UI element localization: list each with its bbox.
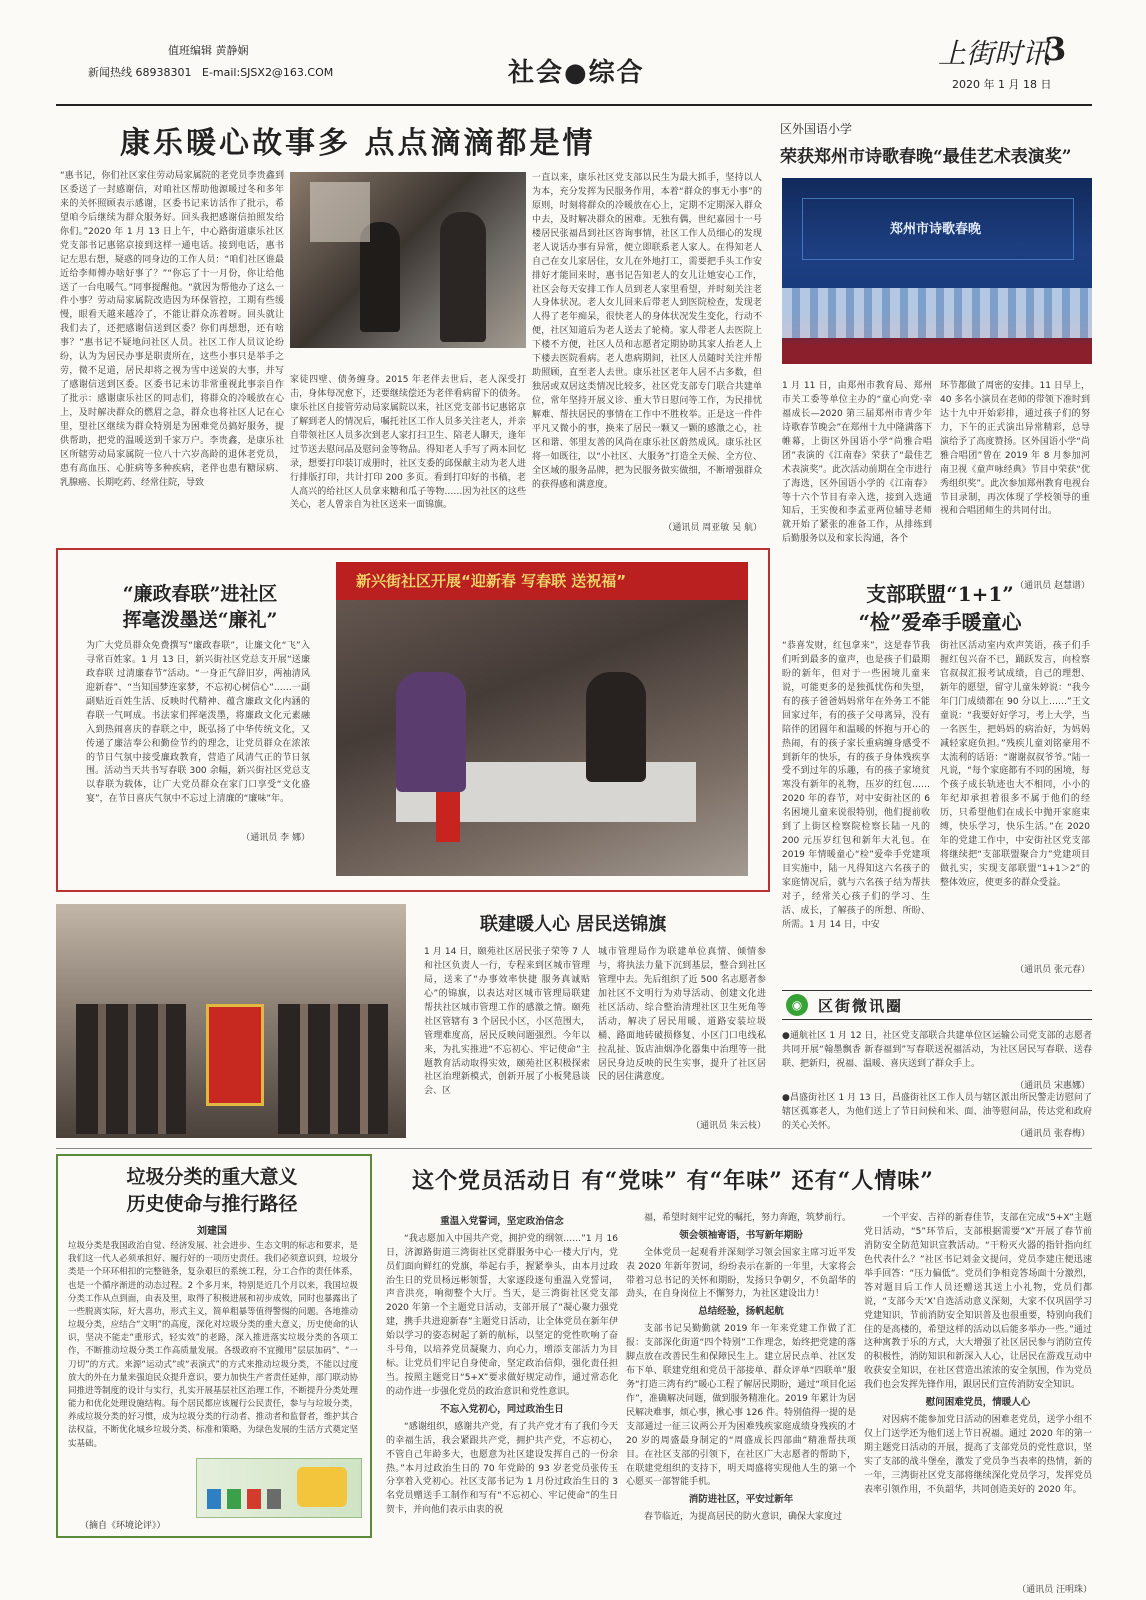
article1-col2: 家徒四壁、债务缠身。2015 年老伴去世后，老人深受打击，身体每况愈下，还要继续偿还为老伴看病留下的债务。康乐社区自接管劳动局家属院以来，社区党支部书记惠铭京了解到老人的情况后，嘱托社区工作人员多关注老人，并亲自带领社区人员多次到老人家打扫卫生、陪老人聊天，逢年过节送去慰问品及慰问金等物品。得知老人手写了两本回忆录，想要打印装订成册时，社区支委的邱保献主动为老人进行排版打印，共计打印 200 多页。看到打印好的书稿，老人高兴的给社区人员拿来糖和瓜子等物……因为社区的这些关心，老人曾亲自为社区送来一面锦旗。 <box>290 375 526 511</box>
choir-row <box>782 288 1092 338</box>
editor-line: 值班编辑 黄静娴 <box>168 44 249 57</box>
article6-source: （摘自《环境论评》） <box>80 1521 166 1531</box>
wechat-item1: ●通航社区 1 月 12 日，社区党支部联合共建单位区运输公司党支部的志愿者共同开展“翰墨飘香 新春福到”写春联送祝福活动，为社区居民写春联、送春联、把新归，祝福、温暖、喜庆送到了群众手上。 <box>782 1031 1092 1069</box>
article5-photo <box>56 904 406 1138</box>
article4-headline-line2: “检”爱牵手暖童心 <box>858 610 1022 634</box>
article3-headline <box>90 582 310 633</box>
article6-headline-line1: 垃圾分类的重大意义 <box>126 1166 298 1188</box>
article7-paragraph: 全体党员一起观看并深刻学习领会国家主席习近平发表 2020 年新年贺词，纷纷表示在新的一年里，大家将会带着习总书记的关怀和期盼，发扬只争朝夕，不负韶华的劲头，在自身岗位上不懈努力，为社区建设出力！ <box>626 1247 856 1300</box>
article5-byline: （通讯员 朱云枝） <box>691 1121 766 1131</box>
article7-paragraph: 对因病不能参加党日活动的困难老党员，送学小组不仅上门送学还为他们送上节日祝福。通过 2020 年的第一期主题党日活动的开展，提高了支部党员的党性意识，坚实了支部的战斗堡垒，激发了党员争当表率的热情，新的一年，三湾街社区党支部将继续深化党员学习，发挥党员表率引领作用，不负韶华，共同创造美好的 2020 年。 <box>864 1414 1092 1495</box>
article4-headline-line1: 支部联盟“1+1” <box>866 582 1014 606</box>
article5-col1: 1 月 14 日，颐苑社区居民张子荣等 7 人和社区负责人一行，专程来到区城市管理局，送来了“办事效率快捷 服务真诚贴心”的锦旗，以表达对区城市管理局联建帮扶社区城市管理工作的感激之情。颐苑社区管辖有 3 个居民小区，小区范围大，管理难度高，居民反映问题强烈。今年以来，为扎实推进“不忘初心、牢记使命”主题教育活动取得实效，颐苑社区积极探索社区治理新模式，创新开展了小板凳恳谈会、区 <box>424 947 590 1097</box>
article2-kicker: 区外国语小学 <box>780 122 853 136</box>
article7-subhead: 慰问困难党员，情暖人心 <box>925 1397 1031 1409</box>
article6-body: 垃圾分类是我国政治自觉、经济发展、社会进步、生态文明的标志和要求，是我们这一代人必须承担好、履行好的一项历史责任。我们必须意识到，垃圾分类是一个环环相扣的完整链条，复杂艰巨的系统工程，分工合作的责任体系，也是一个循序渐进的动态过程。2 个多月来，特别是近几个月以来，我国垃圾分类工作从点到面，由表及里，取得了积极进展和初步成效，同时也暴露出了一些脱离实际，好大喜功，形式主义，简单粗暴等值得警惕的问题。各地推动垃圾分类，应结合“文明”的高度，深化对垃圾分类的重大意义，历史使命的认识，坚决不能走“重形式，轻实效”的老路，深入推进落实垃圾分类的各项工作，不断推动垃圾分类工作高质量发展。各级政府不宜搬用“层层加码”、“一刀切”的方式。来源“运动式”或“表演式”的方式来推动垃圾分类，不能以过度放大的外在力量来强迫民众提升意识，要力加快生产者责任延伸，部门联动协同推进等制度的设计与实行，扎实开展基层社区治理工作，不断提升分类处理能力和优化处理设施结构。每个居民都应该履行公民责任，参与与垃圾分类，养成垃圾分类的好习惯，成为垃圾分类的行动者、推动者和监督者，维护其合法权益，不断优化城乡垃圾分类、标准和策略，为绿色发展的生活方式奠定坚实基础。 <box>68 1241 358 1449</box>
wechat-item1-byline: （通讯员 宋惠娜） <box>1015 1081 1090 1091</box>
bin-blue <box>207 1489 221 1509</box>
masthead-rule <box>56 104 1092 106</box>
article1-byline: （通讯员 周亚敏 吴 航） <box>663 523 762 533</box>
article7-col2 <box>626 1212 856 1600</box>
article2-byline: （通讯员 赵慧谱） <box>1015 581 1090 591</box>
article7-col3 <box>864 1212 1092 1580</box>
article7-headline: 这个党员活动日 有“党味” 有“年味” 还有“人情味” <box>412 1168 934 1194</box>
article7-paragraph: 春节临近，为提高居民的防火意识，确保大家度过 <box>644 1512 843 1523</box>
bin-red <box>247 1489 261 1509</box>
wechat-icon: ◉ <box>786 994 808 1016</box>
bin-green <box>227 1489 241 1509</box>
wechat-item2: ●昌盛街社区 1 月 13 日，昌盛街社区工作人员与辖区派出所民警走访慰问了辖区孤寡老人，为他们送上了节日问候和米、面、油等慰问品，传达党和政府的关心关怀。 <box>782 1093 1092 1131</box>
people-group <box>278 1004 388 1134</box>
article3-headline-line1: “廉政春联”进社区 <box>122 583 278 605</box>
window <box>310 182 370 242</box>
article6-illustration <box>196 1458 362 1518</box>
wechat-label: 区街微讯圈 <box>818 997 904 1015</box>
article7-subhead: 总结经验，扬帆起航 <box>698 1306 784 1318</box>
divider-rule <box>56 1148 1092 1149</box>
article7-paragraph: “我志愿加入中国共产党，拥护党的纲领……”1 月 16 日，济源路街道三湾街社区党群服务中心一楼大厅内，党员们面向鲜红的党旗，举起右手，握紧拳头，由本月过政治生日的党员杨远彬领誓，大家逐段逐句重温入党誓词，声音洪亮，响彻整个大厅。当天，是三湾街社区党支部 2020 年第一个主题党日活动，支部开展了“凝心聚力强党建，携手共进迎新春”主题党日活动，让全体党员在新年伊始以学习的姿态树起了新的航标，以坚定的党性吹响了奋斗号角，以培养党员凝聚力、向心力，增添支部活力为目标。让党员们牢记自身使命，坚定政治信仰，强化责任担当。按照主题党日“5+X”要求做好规定动作，通过常态化的动作进一步强化党员的政治意识和党性意识。 <box>386 1233 618 1398</box>
sort-logo <box>297 1467 347 1507</box>
silk-banner <box>206 1004 264 1106</box>
article2-col1: 1 月 11 日，由郑州市教育局、郑州市关工委等单位主办的“童心向党·幸福成长—2020 第三届郑州市青少年诗歌春节晚会”在郑州十九中隆满落下帷幕，上街区外国语小学“尚雅合唱团”表演的《江南春》荣获了“最佳艺术表演奖”。此次活动前期在全市进行了海选，区外国语小学的《江南春》等十六个节目有幸入选，接到入选通知后，王实俊和李孟亚两位辅导老师就开始了紧张的准备工作，从排练到后勤服务以及和家长沟通，各个 <box>782 381 932 545</box>
article7-paragraph: 一个平安、吉祥的新春佳节，支部在完成“5+X”主题党日活动，“5”环节后，支部根据需要“X”开展了春节前消防安全防范知识宣教活动。“干粉灭火器的指针指向红色代表什么？”社区书记刘金文提问，党员李建庄便迅速举手回答：“压力偏低”。党员们争相竞答场面十分激烈，答对题目后工作人员还赠送其送上小礼物，党员们都说，“支部今天‘X’自选活动意义深刻，大家不仅巩固学习党建知识，节前消防安全知识普及也很重要，特别向我们住的是高楼的，希望这样的活动以后能多举办一些。”通过这种寓教于乐的方式，大大增强了社区居民参与消防宣传的积极性，消防知识和新深入人心，让居民在游戏互动中收获安全知识，在社区营造出浓浓的安全氛围，作为党员我们也会发挥先锋作用，跟居民们宣传消防安全知识。 <box>864 1213 1092 1391</box>
article6-headline <box>60 1164 364 1217</box>
person-figure <box>396 672 466 792</box>
person-figure <box>586 672 646 782</box>
article4-byline: （通讯员 张元春） <box>1015 965 1090 975</box>
article2-photo <box>782 178 1092 364</box>
article3-byline: （通讯员 李 娜） <box>241 833 310 843</box>
article3-body: 为广大党员群众免费撰写“廉政春联”，让廉文化“飞”入寻常百姓家。1 月 13 日，新兴街社区党总支开展“送廉政春联 过清廉春节”活动。“一身正气辞旧岁，两袖清风迎新春”、“当知国梦连家梦，不忘初心树信心”……一副副贴近百姓生活、反映时代精神、蕴含廉政文化内涵的春联一气呵成。书法家们挥毫泼墨，将廉政文化元素融入到热闹喜庆的春联之中，既弘扬了中华传统文化，又传递了廉洁奉公和勤俭节约的理念，让党员群众在浓浓的节日气氛中接受廉政教育，营造了风清气正的节日氛围。活动当天共书写春联 300 余幅，新兴街社区党总支以春联为载体，让广大党员群众在家门口享受“文化盛宴”，在节日喜庆气氛中不忘过上清廉的“廉味”年。 <box>86 641 310 805</box>
people-group <box>76 1004 186 1134</box>
banner-text: 新兴街社区开展“迎新春 写春联 送祝福” <box>356 572 627 590</box>
article1-photo <box>290 172 526 348</box>
paper-name: 上街时讯 <box>938 37 1051 70</box>
article7-col1 <box>386 1212 618 1600</box>
article5-headline: 联建暖人心 居民送锦旗 <box>480 914 667 935</box>
article1-headline: 康乐暖心故事多 点点滴滴都是情 <box>120 126 596 161</box>
article3-photo <box>336 562 748 876</box>
article7-byline: （通讯员 汪明珠） <box>1017 1585 1092 1595</box>
article4-headline <box>790 580 1090 636</box>
article5-col2: 城市管理局作为联建单位真情、倾情参与，将执法力量下沉到基层，整合到社区管理中去。先后组织了近 500 名志愿者参加社区不文明行为劝导活动、创建文化进社区活动、综合整治清理社区卫生死角等活动，解决了居民用暖、道路安装垃圾桶、路面地砖破损修复、小区门口电线私拉乱扯、饭店油烟净化器集中治理等一批居民身边反映的民生实事，提升了社区居民的居住满意度。 <box>598 947 766 1083</box>
article7-paragraph: 支部书记吴勤勤就 2019 年一年来党建工作做了汇报：支部深化街道“四个特别”工作理念，始终把党建的落脚点放在改善民生和保障民生上。建立居民点单、社区发布下单、联建党组和党员干部接单、群众评单“四联单”服务“打造三湾有约”暖心工程了解居民期盼，通过“项目化运作”，准确解决问题，做到服务精准化。2019 年累计为居民解决难事，烦心事，揪心事 126 件。特别值得一提的是支部通过一征三议两公开为困难残疾家庭成绩身残疾的才 20 岁的周盛最身制定的“周盛成长四部曲”精准帮扶项目。在社区支部的引领下，在社区广大志愿者的帮助下，在联建党组织的支持下，明天周盛将实现他人生的第一个心愿买一部智能手机。 <box>626 1324 856 1488</box>
article7-subhead: 消防进社区，平安过新年 <box>688 1494 794 1506</box>
article6-author: 刘建国 <box>197 1226 227 1237</box>
bin-gray <box>267 1489 281 1509</box>
article2-col2: 环节都做了周密的安排。11 日早上，40 多名小演员在老师的带领下准时到达十九中开始彩排，通过孩子们的努力，下午的正式演出异常精彩，总导演给予了高度赞扬。区外国语小学“尚雅合唱团”曾在 2019 年 8 月参加河南卫视《童声咏经典》节目中荣获“优秀组织奖”。此次参加郑州教育电视台节目录制，再次体现了学校领导的重视和合唱团师生的共同付出。 <box>940 381 1090 517</box>
person-figure <box>440 212 486 342</box>
masthead-left <box>88 42 388 80</box>
stage-banner: 郑州市诗歌春晚 <box>890 222 982 237</box>
article7-subhead: 重温入党誓词，坚定政治信念 <box>440 1216 564 1227</box>
article4-col2: 街社区活动室内欢声笑语，孩子们手握红包兴奋不已，踊跃发言，向检察官叔叔汇报考试成绩，自己的理想、新年的愿望，留守儿童朱婷说：“我今年门门成绩都在 90 分以上……”王文童说：“我要好好学习，考上大学，当一名医生，把妈妈的病治好，为妈妈减轻家庭负担。”残疾儿童刘铭豪用不太流利的话语：“谢谢叔叔爷爷。”陆一凡说，“每个家庭都有不同的困境，每个孩子成长轨迹也大不相同，小小的年纪却承担着很多不属于他们的经历，只希望他们在成长中抛开家庭束缚，快乐学习，快乐生活。”在 2020 年的党建工作中，中安街社区党支部将继续把“支部联盟聚合力”党建项目做扎实，实现支部联盟“1+1＞2”的整体效应，使更多的群众受益。 <box>940 641 1090 888</box>
hotline: 新闻热线 68938301 <box>88 66 192 79</box>
article7-paragraph: 福，希望时刻牢记党的嘱托，努力奔跑，筑梦前行。 <box>644 1213 852 1223</box>
article1-col3: 一直以来，康乐社区党支部以民生为最大抓手，坚持以人为本，充分发挥为民服务作用，本着“群众的事无小事”的原则，时刻将群众的冷暖放在心上，定期不定期深入群众中去，及时解决群众的困难。无独有偶，世纪嘉园十一号楼居民张福昌到社区咨询事情，社区工作人员细心的发现老人说话办事有异常，便立即联系老人家人。在得知老人自己在女儿家居住，女儿在外地打工，需要把手头工作安排好才能回来时，惠书记告知老人的女儿让她安心工作，社区会每天安排工作人员到老人家里看望，并时刻关注老人身体状况。老人女儿回来后带老人到医院检查，发现老人得了老年痴呆，很快老人的身体状况发生变化，行动不便，社区知道后为老人送去了轮椅。家人带老人去医院上下楼不方便，社区人员和志愿者定期协助其家人抬老人上下楼去医院看病。老人患病期间，社区人员随时关注并帮助照顾，直至老人去世。康乐社区老年人居不占多数，但独居或双居这类情况比较多，社区党支部专门联合共建单位，常年坚持开展义诊、重大节日慰问等工作，为民排忧解难、帮扶居民的事情在工作中不胜枚举。正是这一件件平凡又微小的事，换来了居民一颗又一颗的感激之心，社区和谐、邻里友善的风尚在康乐社区蔚然成风。康乐社区将一如既往，以“小社区、大服务”打造全天候、全方位、全区域的服务品牌，把为民服务做实做细，不断增强群众的获得感和满意度。 <box>532 173 762 490</box>
article7-subhead: 领会领袖寄语，书写新年期盼 <box>679 1229 803 1241</box>
email: E-mail:SJSX2@163.COM <box>202 66 334 79</box>
article3-headline-line2: 挥毫泼墨送“廉礼” <box>122 608 278 631</box>
issue-date: 2020 年 1 月 18 日 <box>952 78 1052 91</box>
article1-col1: “惠书记，你们社区家住劳动局家属院的老党员李贵鑫到区委送了一封感谢信，对咱社区帮助他源暖过冬和多年来的关怀照顾表示感谢，区委书记来访活作了批示，希望咱今后继续为群众服务好。回头我把感谢信拍照发给你们。”2020 年 1 月 13 日上午，中心路街道康乐社区党支部书记惠铭京接到这样一通电话。接到电话，惠书记左思右想，疑惑的同身边的工作人员：“咱们社区谁最近给李师傅办啥好事了？”“你忘了十一月份，你让给他送了一台电暖气。”同事提醒他。“就因为帮他办了这么一件小事？劳动局家属院改造因为环保管控，工期有些缓慢，眼看天越来越冷了，不能让群众冻着呀。回头就让我们去了，还把感谢信送到区委？你们再想想，还有啥事？”惠书记不疑地问社区人员。社区工作人员议论纷纷，认为为居民办事是职责所在，这些小事只是举手之劳，微不足道，居民却将之视为雪中送炭的大事，并写了感谢信送到区委。区委书记未访非常重视此事亲自作了批示：感谢康乐社区的同志们，将群众的冷暖放在心上，及时解决群众的燃眉之急，群众也将社区人记在心里，望社区继续为群众特别是为困难党员搞好服务，提供帮助，把党的温暖送到千家万户。李贵鑫，是康乐社区所辖劳动局家属院一位八十六岁高龄的退休老党员，患有高血压、心脏病等多种疾病，老伴也患有糖尿病、乳腺癌、长期吃药、经常住院，导致 <box>60 171 284 488</box>
wechat-item2-byline: （通讯员 张春梅） <box>1015 1129 1090 1139</box>
wechat-header <box>782 990 1092 1020</box>
page-number: 3 <box>1044 30 1067 68</box>
article7-subhead: 不忘入党初心，同过政治生日 <box>440 1403 564 1415</box>
article2-headline: 荣获郑州市诗歌春晚“最佳艺术表演奖” <box>780 147 1072 167</box>
article6-headline-line2: 历史使命与推行路径 <box>126 1192 298 1215</box>
article4-col1: “恭喜发财，红包拿来”，这是春节我们听到最多的童声，也是孩子们最期盼的新年，但对于一些困境儿童来说，可能更多的是独孤忧伤和失望，有的孩子爸爸妈妈常年在外务工不能回家过年，有的孩子父母离异，没有陪伴的团圆年和温暖的怀抱与开心的热闹，有的孩子家长重病缠身感受不到新年的快乐，有的孩子身体残疾享受不到过年的乐趣，有的孩子家境贫寒没有新年的礼物，压岁的红包……2020 年的春节，对中安街社区的 6 名困境儿童来说很特别，他们提前收到了上街区检察院检察长陆一凡的 200 元压岁红包和新年大礼包。在 2019 年情暖童心“检”爱牵手党建项目实施中，陆一凡得知这六名孩子的家庭情况后，就与六名孩子结为帮扶对子，经常关心孩子们的学习、生活、成长，了解孩子的所想、所盼、所需。1 月 14 日，中安 <box>782 641 930 930</box>
section-title: 社会●综合 <box>508 58 645 88</box>
article7-paragraph: “感谢组织，感谢共产党，有了共产党才有了我们今天的幸福生活，我会紧跟共产党，拥护共产党，不忘初心，不管自己年龄多大，也愿意为社区建设发挥自己的一份余热。”本月过政治生日的 70 年党龄的 93 岁老党员张传玉分享着入党初心。社区支部书记为 1 月份过政治生日的 3 名党员赠送手工制作和写有“不忘初心、牢记使命”的生日贺卡，并向他们表示由衷的祝 <box>386 1421 618 1516</box>
